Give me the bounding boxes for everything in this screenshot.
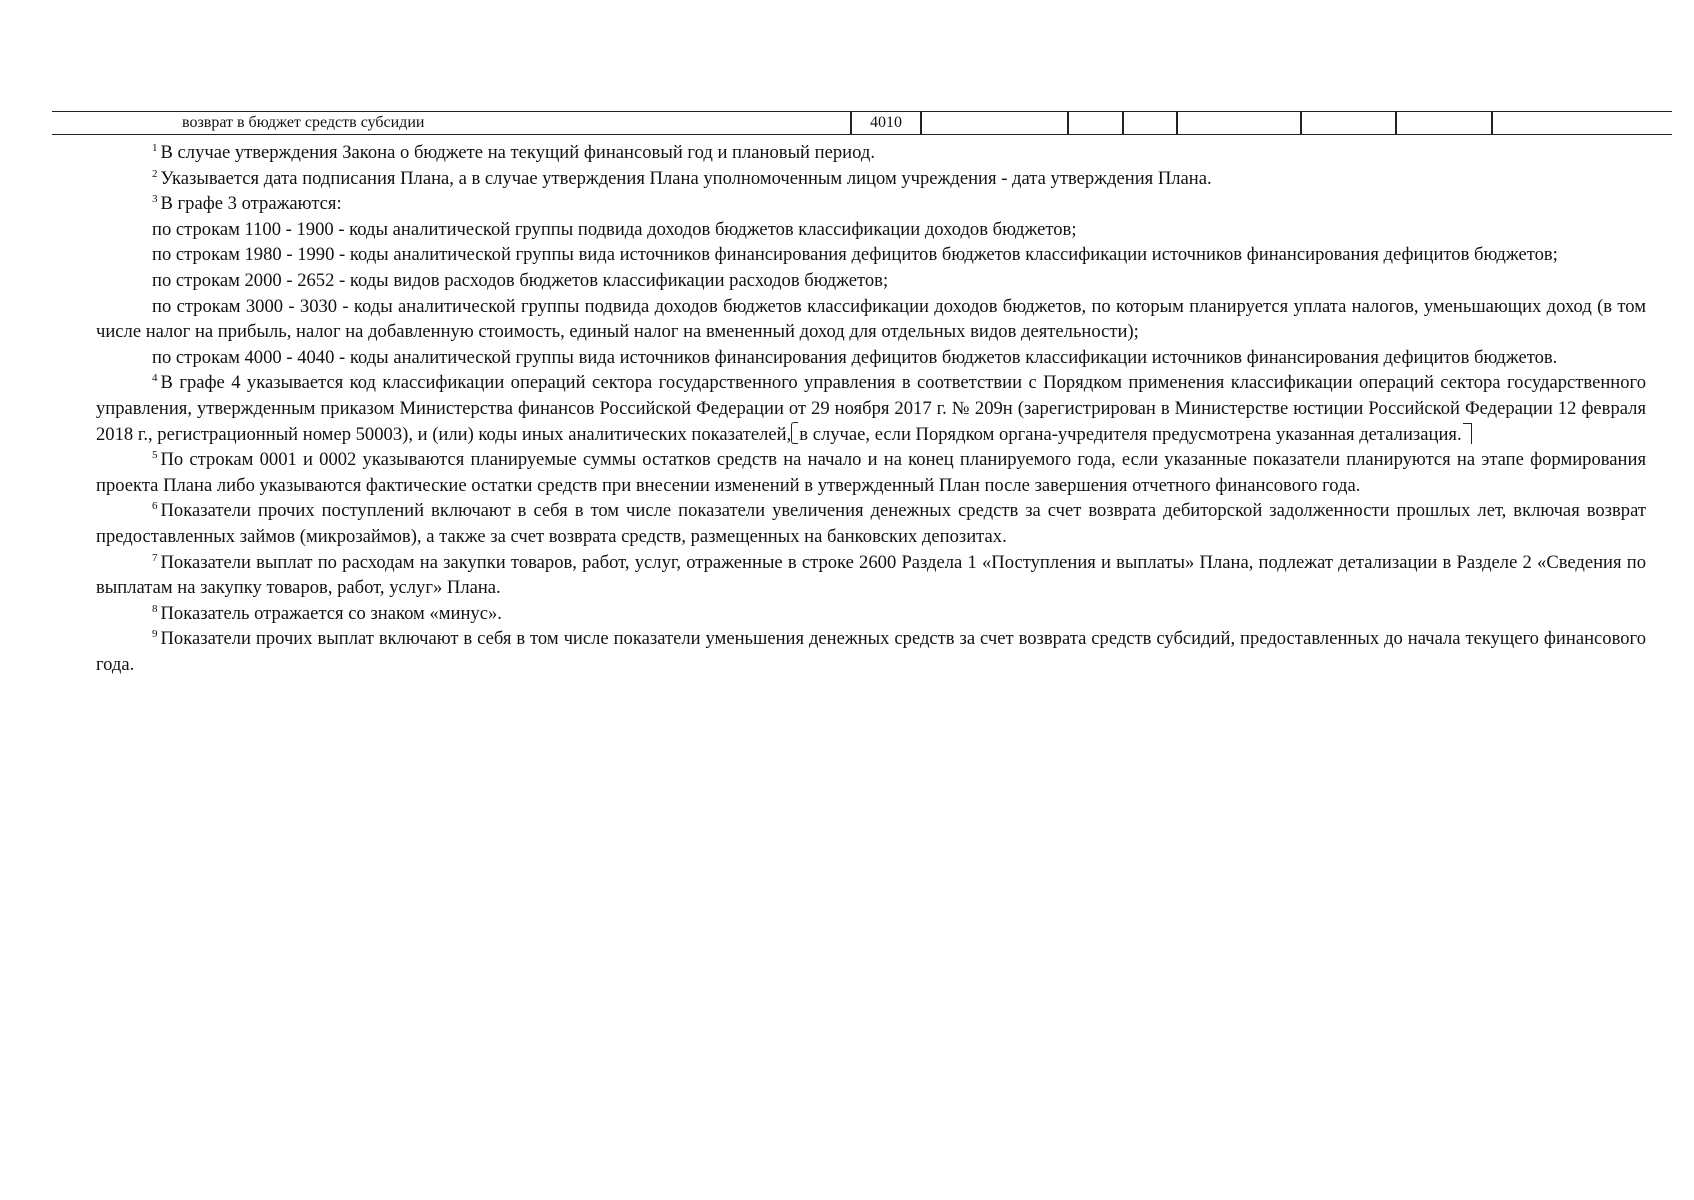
footnotes — [96, 140, 1646, 677]
column-divider — [1122, 112, 1124, 134]
row-code: 4010 — [870, 114, 902, 131]
footnote-7: $^7$ Показатели выплат по расходам на закупки товаров, работ, услуг, отраженные в строке 2600 Раздела 1 «Поступления и выплаты» Плана, подлежат детализации в Разделе 2 «Сведения по выплатам на закупку товаров, работ, услуг» Плана. — [96, 551, 1646, 599]
column-divider — [1395, 112, 1397, 134]
column-divider — [1491, 112, 1493, 134]
footnote-3-item: по строкам 1980 - 1990 - коды аналитической группы вида источников финансирования дефицитов бюджетов классификации источников финансирования дефицитов бюджетов; — [152, 244, 1558, 266]
footnote-3-item: по строкам 3000 - 3030 - коды аналитической группы подвида доходов бюджетов классификации доходов бюджетов, по которым планируется уплата налогов, уменьшающих доход (в том числе налог на прибыль, налог на добавленную стоимость, единый налог на вмененный доход для отдельных видов деятельности); — [96, 295, 1646, 343]
footnote-8: $^8$ Показатель отражается со знаком «минус». — [152, 602, 502, 624]
footnote-3-item: по строкам 1100 - 1900 - коды аналитической группы подвида доходов бюджетов классификации доходов бюджетов; — [152, 218, 1077, 240]
handwritten-bracket-open — [791, 422, 798, 444]
footnote-6: $^6$ Показатели прочих поступлений включают в себя в том числе показатели увеличения денежных средств за счет возврата дебиторской задолженности прошлых лет, включая возврат предоставленных займов (микрозаймов), а также за счет возврата средств, размещенных на банковских депозитах. — [96, 500, 1646, 547]
column-divider — [920, 112, 922, 134]
footnote-1: $^1$ В случае утверждения Закона о бюджете на текущий финансовый год и плановый период. — [152, 142, 875, 163]
footnote-3-item: по строкам 2000 - 2652 - коды видов расходов бюджетов классификации расходов бюджетов; — [152, 269, 889, 291]
column-divider — [1300, 112, 1302, 134]
footnote-3: $^3$ В графе 3 отражаются: — [152, 193, 342, 215]
footnote-4: $^4$ В графе 4 указывается код классификации операций сектора государственного управления в соответствии с Порядком применения классификации операций сектора государственного управления, утвержденным приказом Министерства финансов Российской Федерации от 29 ноября 2017 г. № 209н (зарегистрирован в Министерстве юстиции Российской Федерации 12 февраля 2018 г., регистрационный номер 50003), и (или) коды иных аналитических показателей, в случае, если Порядком органа-учредителя предусмотрена указанная детализация. — [96, 372, 1646, 445]
column-divider — [1176, 112, 1178, 134]
footnote-9: $^9$ Показатели прочих выплат включают в себя в том числе показатели уменьшения денежных средств за счет возврата средств субсидий, предоставленных до начала текущего финансового года. — [96, 628, 1646, 675]
footnote-5: $^5$ По строкам 0001 и 0002 указываются планируемые суммы остатков средств на начало и на конец планируемого года, если указанные показатели планируются на этапе формирования проекта Плана либо указываются фактические остатки средств при внесении изменений в утвержденный План после завершения отчетного финансового года. — [96, 449, 1646, 496]
footnote-2: $^2$ Указывается дата подписания Плана, а в случае утверждения Плана уполномоченным лицом учреждения - дата утверждения Плана. — [152, 167, 1212, 189]
column-divider — [1067, 112, 1069, 134]
handwritten-bracket-close — [1463, 423, 1472, 444]
table-row-fragment — [52, 111, 1672, 135]
row-label: возврат в бюджет средств субсидии — [182, 114, 425, 131]
footnote-3-item: по строкам 4000 - 4040 - коды аналитической группы вида источников финансирования дефицитов бюджетов классификации источников финансирования дефицитов бюджетов. — [152, 346, 1558, 368]
